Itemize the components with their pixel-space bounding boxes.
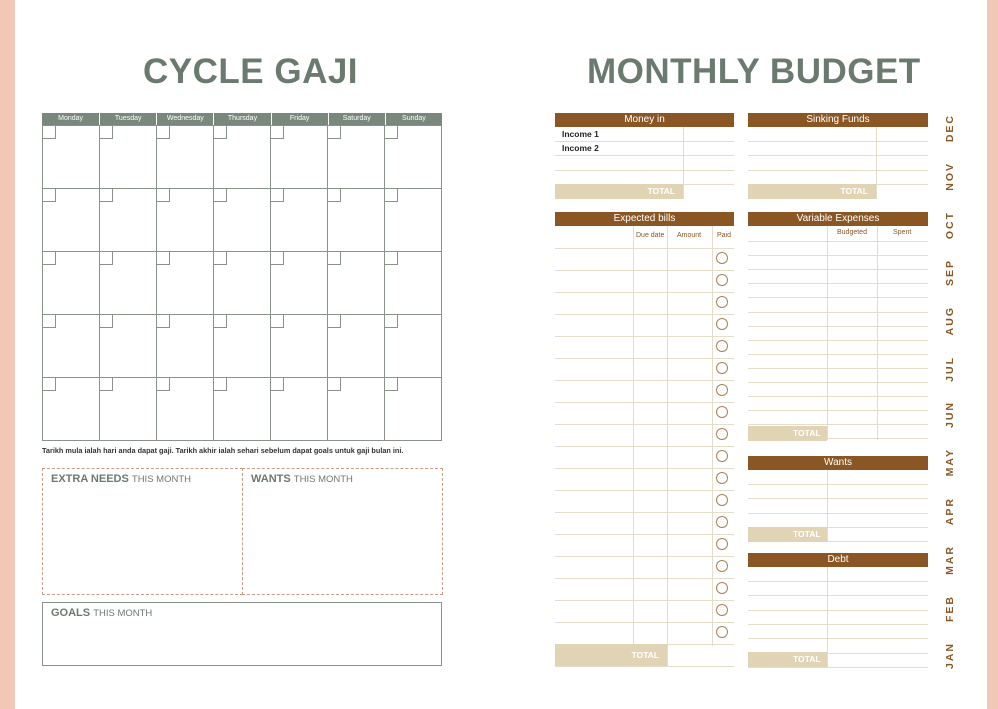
paid-checkbox[interactable] (716, 626, 728, 638)
rule-line (748, 624, 928, 625)
calendar-day-cell[interactable] (100, 378, 157, 441)
variable-expenses-header: Variable Expenses (748, 212, 928, 226)
paid-checkbox[interactable] (716, 582, 728, 594)
extra-needs-bold: EXTRA NEEDS (51, 473, 129, 485)
goals-label (51, 607, 152, 619)
paid-checkbox[interactable] (716, 362, 728, 374)
rule-line (555, 358, 734, 359)
date-box[interactable] (100, 252, 113, 265)
date-box[interactable] (100, 315, 113, 328)
date-box[interactable] (385, 252, 398, 265)
date-box[interactable] (157, 378, 170, 391)
rule-line (555, 336, 734, 337)
month-tab-mar[interactable]: MAR (944, 545, 956, 575)
rule-line (555, 292, 734, 293)
date-box[interactable] (157, 315, 170, 328)
month-tab-apr[interactable]: APR (944, 496, 956, 525)
date-box[interactable] (100, 189, 113, 202)
rule-line (748, 396, 928, 397)
date-box[interactable] (385, 378, 398, 391)
calendar-grid (42, 125, 442, 441)
month-tab-oct[interactable]: OCT (944, 210, 956, 240)
date-box[interactable] (385, 126, 398, 139)
calendar-day-cell[interactable] (385, 315, 442, 378)
date-box[interactable] (385, 315, 398, 328)
month-tab-feb[interactable]: FEB (944, 594, 956, 622)
goals-rest: THIS MONTH (93, 608, 153, 619)
paid-checkbox[interactable] (716, 472, 728, 484)
rule-line (748, 513, 928, 514)
date-box[interactable] (43, 378, 56, 391)
calendar (42, 113, 442, 441)
rule-line (748, 581, 928, 582)
paid-checkbox[interactable] (716, 516, 728, 528)
rule-line (555, 314, 734, 315)
rule-line (555, 141, 734, 142)
calendar-day-cell[interactable] (271, 252, 328, 315)
rule-line (748, 141, 928, 142)
budgeted-col: Budgeted (837, 229, 867, 236)
date-box[interactable] (157, 252, 170, 265)
rule-line (555, 600, 734, 601)
column-line (827, 226, 828, 440)
date-box[interactable] (214, 126, 227, 139)
month-tab-nov[interactable]: NOV (944, 162, 956, 191)
date-box[interactable] (214, 252, 227, 265)
calendar-day-cell[interactable] (157, 189, 214, 252)
calendar-day-cell[interactable] (214, 126, 271, 189)
debt-total: TOTAL (748, 652, 827, 667)
month-tab-sep[interactable]: SEP (944, 259, 956, 287)
rule-line (555, 248, 734, 249)
column-line (633, 226, 634, 666)
paid-checkbox[interactable] (716, 274, 728, 286)
rule-line (555, 622, 734, 623)
column-line (876, 127, 877, 199)
rule-line (748, 638, 928, 639)
column-line (667, 226, 668, 666)
column-line (827, 470, 828, 542)
rule-line (748, 241, 928, 242)
extra-needs-box[interactable] (42, 468, 243, 595)
wants-rest: THIS MONTH (293, 474, 353, 485)
calendar-day-cell[interactable] (328, 126, 385, 189)
calendar-day-cell[interactable] (43, 252, 100, 315)
money-in-total: TOTAL (555, 184, 683, 199)
paid-checkbox[interactable] (716, 604, 728, 616)
rule-line (748, 595, 928, 596)
paid-checkbox[interactable] (716, 340, 728, 352)
column-line (683, 127, 684, 199)
income-2-label: Income 2 (562, 143, 599, 153)
date-box[interactable] (328, 252, 341, 265)
date-box[interactable] (328, 189, 341, 202)
calendar-day-cell[interactable] (43, 189, 100, 252)
sinking-funds-total: TOTAL (748, 184, 876, 199)
date-box[interactable] (328, 315, 341, 328)
day-label: Tuesday (99, 113, 156, 125)
left-page-edge (0, 0, 15, 709)
paid-checkbox[interactable] (716, 450, 728, 462)
rule-line (555, 424, 734, 425)
date-box[interactable] (43, 315, 56, 328)
date-box[interactable] (271, 126, 284, 139)
day-label: Sunday (385, 113, 442, 125)
goals-bold: GOALS (51, 607, 91, 619)
calendar-header (42, 113, 442, 125)
date-box[interactable] (100, 378, 113, 391)
calendar-day-cell[interactable] (43, 126, 100, 189)
date-box[interactable] (100, 126, 113, 139)
rule-line (748, 326, 928, 327)
rule-line (555, 490, 734, 491)
rule-line (555, 402, 734, 403)
day-label: Wednesday (156, 113, 213, 125)
calendar-day-cell[interactable] (328, 252, 385, 315)
spent-col: Spent (893, 229, 912, 236)
income-1-label: Income 1 (562, 129, 599, 139)
calendar-day-cell[interactable] (385, 252, 442, 315)
rule-line (748, 340, 928, 341)
calendar-day-cell[interactable] (214, 315, 271, 378)
budget-title: MONTHLY BUDGET (587, 52, 921, 91)
rule-line (555, 270, 734, 271)
rule-line (555, 170, 734, 171)
paid-checkbox[interactable] (716, 494, 728, 506)
date-box[interactable] (385, 189, 398, 202)
date-box[interactable] (157, 189, 170, 202)
rule-line (555, 155, 734, 156)
calendar-day-cell[interactable] (385, 378, 442, 441)
calendar-day-cell[interactable] (271, 189, 328, 252)
calendar-day-cell[interactable] (271, 315, 328, 378)
rule-line (555, 512, 734, 513)
due-date-col: Due date (636, 232, 665, 239)
calendar-day-cell[interactable] (385, 189, 442, 252)
cycle-note: Tarikh mula ialah hari anda dapat gaji. Tarikh akhir ialah sehari sebelum dapat goals untuk gaji bulan ini. (42, 446, 404, 455)
calendar-day-cell[interactable] (100, 315, 157, 378)
extra-needs-label (51, 473, 191, 485)
expected-bills-total: TOTAL (555, 644, 667, 666)
wants-bold: WANTS (251, 473, 291, 485)
calendar-day-cell[interactable] (214, 378, 271, 441)
date-box[interactable] (43, 126, 56, 139)
wants-total: TOTAL (748, 527, 827, 542)
calendar-day-cell[interactable] (385, 126, 442, 189)
calendar-day-cell[interactable] (328, 378, 385, 441)
paid-checkbox[interactable] (716, 406, 728, 418)
cycle-title: CYCLE GAJI (143, 52, 359, 91)
paid-checkbox[interactable] (716, 296, 728, 308)
day-label: Friday (271, 113, 328, 125)
rule-line (748, 410, 928, 411)
month-tab-jul[interactable]: JUL (944, 355, 956, 382)
rule-line (748, 155, 928, 156)
date-box[interactable] (328, 378, 341, 391)
date-box[interactable] (214, 189, 227, 202)
column-line (877, 226, 878, 440)
calendar-day-cell[interactable] (100, 252, 157, 315)
calendar-day-cell[interactable] (157, 378, 214, 441)
column-line (712, 226, 713, 646)
rule-line (748, 269, 928, 270)
rule-line (555, 468, 734, 469)
calendar-day-cell[interactable] (100, 189, 157, 252)
date-box[interactable] (43, 252, 56, 265)
rule-line (748, 170, 928, 171)
right-page-edge (987, 0, 998, 709)
rule-line (748, 297, 928, 298)
column-line (827, 567, 828, 667)
paid-checkbox[interactable] (716, 384, 728, 396)
rule-line (748, 610, 928, 611)
rule-line (555, 380, 734, 381)
calendar-day-cell[interactable] (157, 126, 214, 189)
rule-line (748, 312, 928, 313)
amount-col: Amount (677, 232, 702, 239)
month-tab-jan[interactable]: JAN (944, 641, 956, 669)
paid-col: Paid (717, 232, 732, 239)
calendar-day-cell[interactable] (271, 378, 328, 441)
month-tab-jun[interactable]: JUN (944, 401, 956, 429)
date-box[interactable] (271, 189, 284, 202)
rule-line (555, 534, 734, 535)
paid-checkbox[interactable] (716, 560, 728, 572)
rule-line (748, 255, 928, 256)
rule-line (748, 498, 928, 499)
calendar-day-cell[interactable] (328, 189, 385, 252)
date-box[interactable] (328, 126, 341, 139)
wants-label (251, 473, 353, 485)
date-box[interactable] (214, 378, 227, 391)
paid-checkbox[interactable] (716, 318, 728, 330)
calendar-day-cell[interactable] (43, 315, 100, 378)
expected-bills-header: Expected bills (555, 212, 734, 226)
date-box[interactable] (271, 315, 284, 328)
debt-header: Debt (748, 553, 928, 567)
calendar-day-cell[interactable] (157, 315, 214, 378)
paid-checkbox[interactable] (716, 428, 728, 440)
sinking-funds-header: Sinking Funds (748, 113, 928, 127)
rule-line (748, 484, 928, 485)
rule-line (555, 666, 734, 667)
day-label: Saturday (328, 113, 385, 125)
rule-line (748, 368, 928, 369)
calendar-day-cell[interactable] (214, 252, 271, 315)
wants-box[interactable] (242, 468, 443, 595)
extra-needs-rest: THIS MONTH (131, 474, 191, 485)
calendar-day-cell[interactable] (43, 378, 100, 441)
paid-checkbox[interactable] (716, 252, 728, 264)
date-box[interactable] (43, 189, 56, 202)
paid-checkbox[interactable] (716, 538, 728, 550)
goals-box[interactable] (42, 602, 442, 666)
date-box[interactable] (271, 378, 284, 391)
rule-line (748, 382, 928, 383)
rule-line (748, 354, 928, 355)
rule-line (748, 283, 928, 284)
wants-header: Wants (748, 456, 928, 470)
calendar-day-cell[interactable] (214, 189, 271, 252)
calendar-day-cell[interactable] (157, 252, 214, 315)
day-label: Thursday (213, 113, 270, 125)
rule-line (555, 578, 734, 579)
money-in-header: Money in (555, 113, 734, 127)
month-tab-dec[interactable]: DEC (944, 114, 956, 143)
calendar-day-cell[interactable] (328, 315, 385, 378)
date-box[interactable] (157, 126, 170, 139)
date-box[interactable] (271, 252, 284, 265)
calendar-day-cell[interactable] (271, 126, 328, 189)
rule-line (555, 556, 734, 557)
variable-expenses-total: TOTAL (748, 426, 827, 441)
month-tab-aug[interactable]: AUG (944, 306, 956, 336)
month-tab-may[interactable]: MAY (944, 448, 956, 477)
month-tabs (937, 114, 963, 669)
day-label: Monday (58, 115, 84, 122)
rule-line (555, 446, 734, 447)
date-box[interactable] (214, 315, 227, 328)
calendar-day-cell[interactable] (100, 126, 157, 189)
